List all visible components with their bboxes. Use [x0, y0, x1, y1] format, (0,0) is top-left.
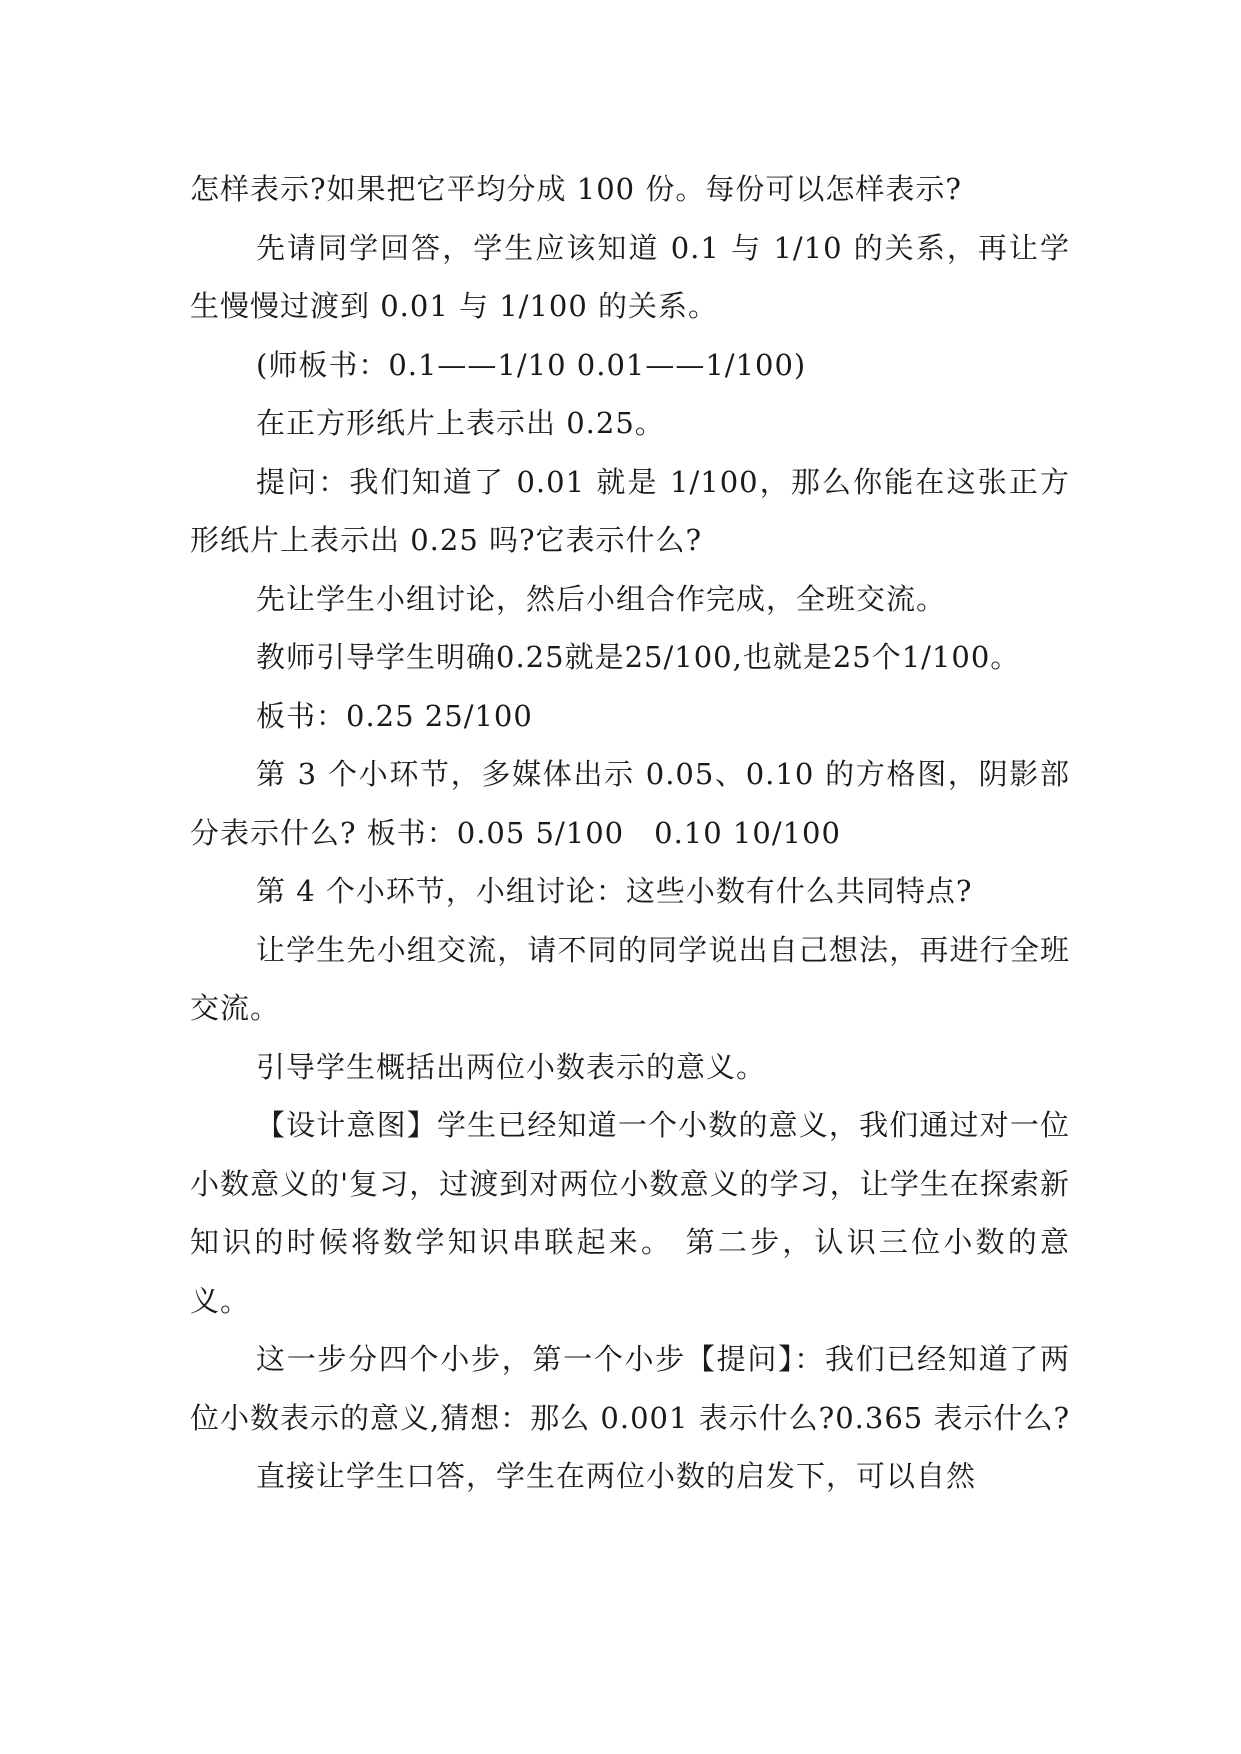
paragraph: 在正方形纸片上表示出 0.25。 — [256, 406, 665, 440]
paragraph: 直接让学生口答，学生在两位小数的启发下，可以自然 — [256, 1459, 977, 1493]
paragraph: 教师引导学生明确0.25就是25/100,也就是25个1/100。 — [256, 640, 1021, 674]
paragraph: (师板书：0.1——1/10 0.01——1/100) — [256, 347, 807, 382]
paragraph: 先请同学回答，学生应该知道 0.1 与 1/10 的关系，再让学生慢慢过渡到 0.01 与 1/100 的关系。 — [190, 230, 1070, 323]
paragraph: 第 4 个小环节，小组讨论：这些小数有什么共同特点? — [256, 874, 973, 908]
paragraph: 这一步分四个小步，第一个小步【提问】：我们已经知道了两位小数表示的意义,猜想：那么 0.001 表示什么?0.365 表示什么? — [190, 1342, 1071, 1435]
paragraph: 怎样表示?如果把它平均分成 100 份。每份可以怎样表示? — [190, 172, 962, 206]
document-body — [190, 160, 1070, 1506]
paragraph: 先让学生小组讨论，然后小组合作完成，全班交流。 — [256, 581, 947, 616]
paragraph: 引导学生概括出两位小数表示的意义。 — [256, 1049, 767, 1084]
paragraph: 板书：0.25 25/100 — [256, 698, 533, 733]
paragraph: 第 3 个小环节，多媒体出示 0.05、0.10 的方格图，阴影部分表示什么? 板书：0.05 5/100 0.10 10/100 — [190, 757, 1070, 850]
paragraph: 【设计意图】学生已经知道一个小数的意义，我们通过对一位小数意义的'复习，过渡到对两位小数意义的学习，让学生在探索新知识的时候将数学知识串联起来。 第二步，认识三位小数的意义。 — [190, 1108, 1070, 1318]
paragraph: 提问：我们知道了 0.01 就是 1/100，那么你能在这张正方形纸片上表示出 0.25 吗?它表示什么? — [190, 464, 1070, 557]
paragraph: 让学生先小组交流，请不同的同学说出自己想法，再进行全班交流。 — [190, 932, 1070, 1025]
